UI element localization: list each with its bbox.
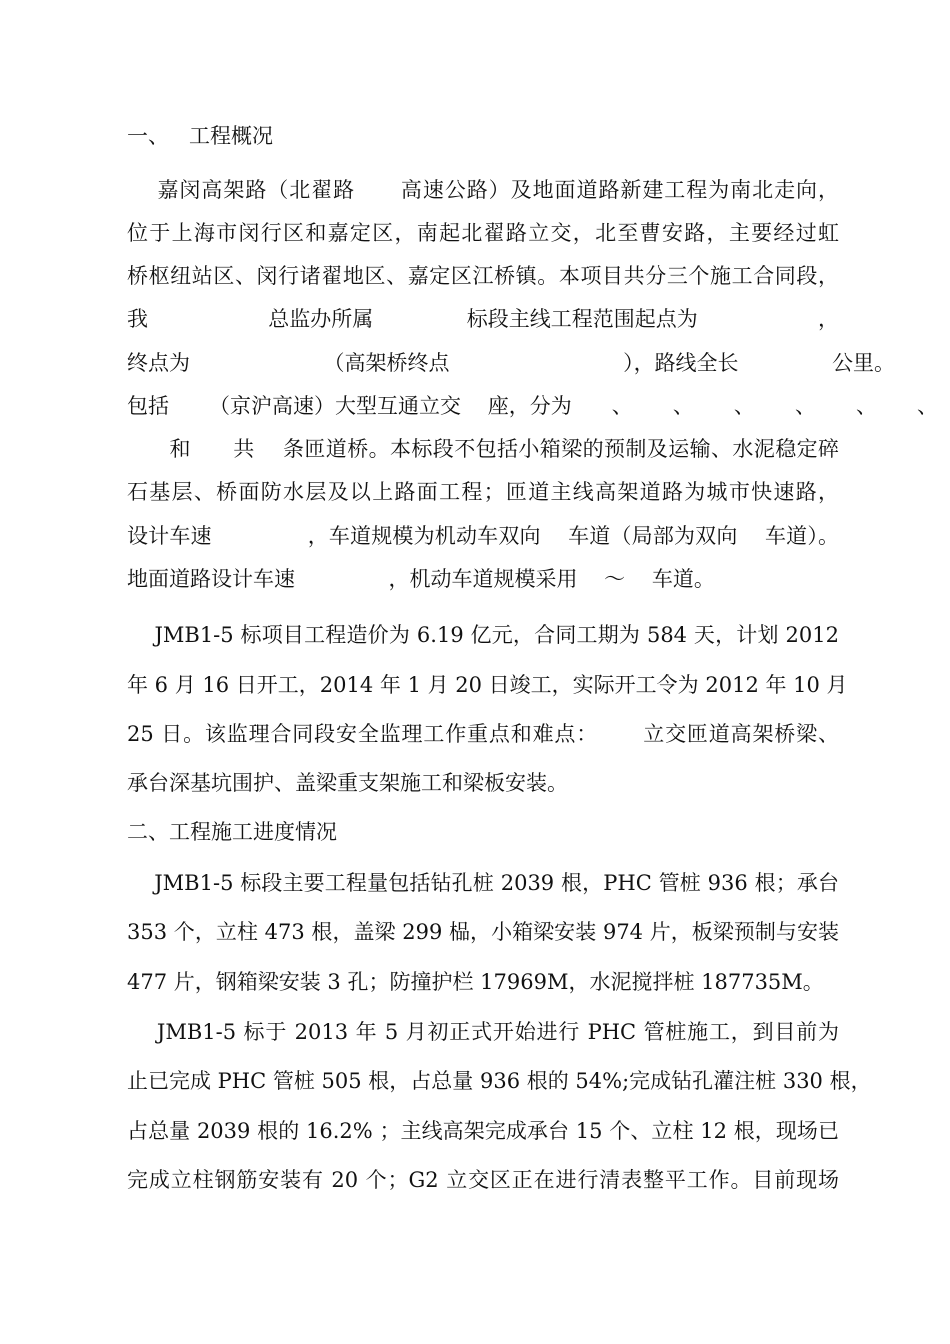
paragraph-line: 25 日。该监理合同段安全监理工作重点和难点： 立交匝道高架桥梁、	[127, 722, 839, 746]
paragraph-line: 占总量 2039 根的 16.2% ；主线高架完成承台 15 个、立柱 12 根，现场已	[127, 1119, 839, 1143]
paragraph-line: 嘉闵高架路（北翟路 高速公路）及地面道路新建工程为南北走向，	[127, 178, 839, 202]
paragraph-line: 353 个，立柱 473 根，盖梁 299 榀，小箱梁安装 974 片，板梁预制与安装	[127, 920, 839, 944]
paragraph-line: 设计车速 ，车道规模为机动车双向 车道（局部为双向 车道）。	[127, 524, 839, 548]
section-heading-overview: 一、 工程概况	[127, 124, 274, 148]
paragraph-line: 477 片，钢箱梁安装 3 孔；防撞护栏 17969M，水泥搅拌桩 187735M。	[127, 970, 824, 994]
paragraph-line: 地面道路设计车速 ，机动车道规模采用 ～ 车道。	[127, 567, 715, 591]
paragraph-line: 和 共 条匝道桥。本标段不包括小箱梁的预制及运输、水泥稳定碎	[127, 437, 839, 461]
paragraph-line: 承台深基坑围护、盖梁重支架施工和梁板安装。	[127, 771, 568, 795]
section-heading-progress: 二、工程施工进度情况	[127, 820, 337, 844]
paragraph-line: 终点为 （高架桥终点 ），路线全长 公里。	[127, 351, 896, 375]
paragraph-line: 止已完成 PHC 管桩 505 根，占总量 936 根的 54%;完成钻孔灌注桩 330 根，	[127, 1069, 872, 1093]
paragraph-line: 完成立柱钢筋安装有 20 个；G2 立交区正在进行清表整平工作。目前现场	[127, 1168, 839, 1192]
paragraph-line: JMB1-5 标项目工程造价为 6.19 亿元，合同工期为 584 天，计划 2012	[127, 623, 839, 647]
paragraph-line: 石基层、桥面防水层及以上路面工程；匝道主线高架道路为城市快速路，	[127, 480, 839, 504]
paragraph-line: 桥枢纽站区、闵行诸翟地区、嘉定区江桥镇。本项目共分三个施工合同段，	[127, 264, 839, 288]
paragraph-line: 我 总监办所属 标段主线工程范围起点为 ，	[127, 307, 839, 331]
paragraph-line: 年 6 月 16 日开工，2014 年 1 月 20 日竣工，实际开工令为 2012 年 10 月	[127, 673, 848, 697]
paragraph-line: 包括 （京沪高速）大型互通立交 座，分为 、 、 、 、 、 、	[127, 394, 939, 418]
paragraph-line: 位于上海市闵行区和嘉定区，南起北翟路立交，北至曹安路，主要经过虹	[127, 221, 839, 245]
paragraph-line: JMB1-5 标段主要工程量包括钻孔桩 2039 根，PHC 管桩 936 根；承台	[127, 871, 839, 895]
paragraph-line: JMB1-5 标于 2013 年 5 月初正式开始进行 PHC 管桩施工，到目前为	[127, 1020, 839, 1044]
